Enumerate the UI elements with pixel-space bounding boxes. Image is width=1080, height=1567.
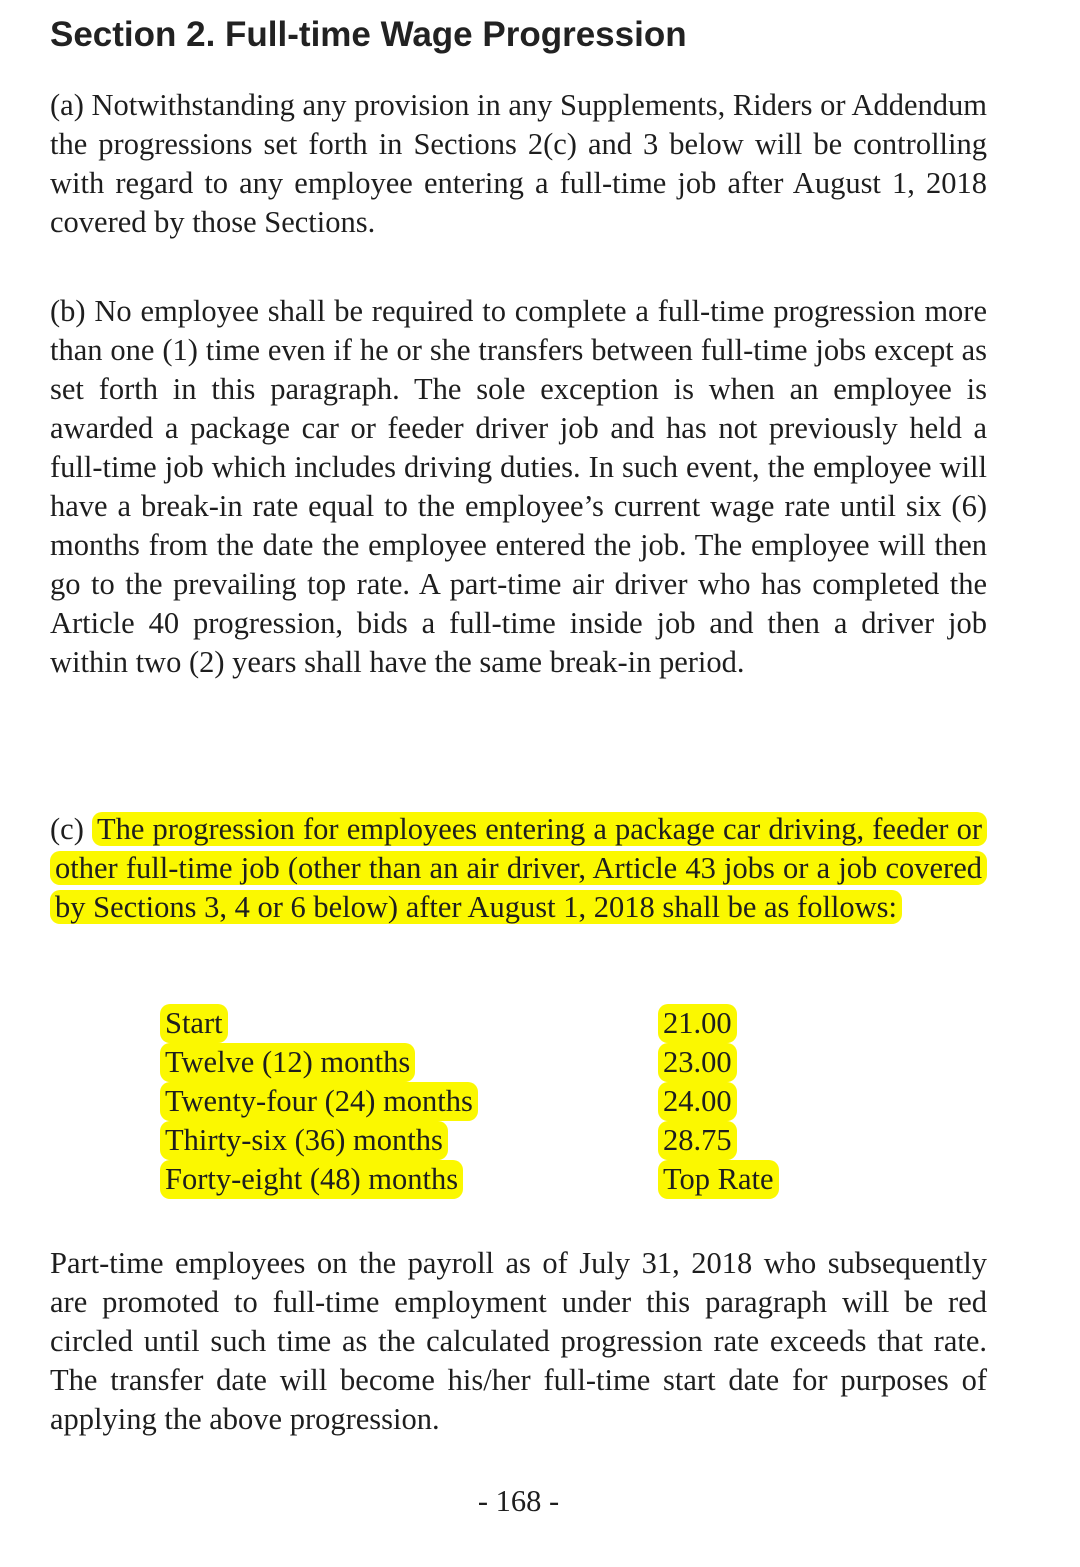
progression-row	[160, 1160, 860, 1199]
progression-table	[160, 1004, 860, 1199]
progression-period: Forty-eight (48) months	[160, 1160, 463, 1199]
progression-rate: Top Rate	[658, 1160, 779, 1199]
paragraph-c-highlighted-text: The progression for employees entering a package car driving, feeder or other full-time job (other than an air driver, Article 43 jobs or a job covered by Sections 3, 4 or 6 below) after August 1, 2018 shall be as follows:	[50, 812, 987, 924]
progression-period: Twelve (12) months	[160, 1043, 415, 1082]
paragraph-a: (a) Notwithstanding any provision in any Supplements, Riders or Addendum the progressions set forth in Sections 2(c) and 3 below will be controlling with regard to any employee entering a full-time job after August 1, 2018 covered by those Sections.	[50, 88, 987, 239]
progression-row	[160, 1043, 860, 1082]
progression-rate: 21.00	[658, 1004, 737, 1043]
section-heading: Section 2. Full-time Wage Progression	[50, 15, 687, 54]
progression-period: Start	[160, 1004, 228, 1043]
page-number: - 168 -	[477, 1484, 560, 1518]
progression-period: Twenty-four (24) months	[160, 1082, 478, 1121]
paragraph-c-prefix: (c)	[50, 812, 92, 846]
paragraph-b: (b) No employee shall be required to complete a full-time progression more than one (1) time even if he or she transfers between full-time jobs except as set forth in this paragraph. The sole exception is when an employee is awarded a package car or feeder driver job and has not previously held a full-time job which includes driving duties. In such event, the employee will have a break-in rate equal to the employee’s current wage rate until six (6) months from the date the employee entered the job. The employee will then go to the prevailing top rate. A part-time air driver who has completed the Article 40 progression, bids a full-time inside job and then a driver job within two (2) years shall have the same break-in period.	[50, 294, 987, 679]
progression-row	[160, 1121, 860, 1160]
progression-rate: 28.75	[658, 1121, 737, 1160]
paragraph-c	[50, 810, 987, 927]
progression-rate: 23.00	[658, 1043, 737, 1082]
progression-row	[160, 1004, 860, 1043]
progression-period: Thirty-six (36) months	[160, 1121, 448, 1160]
progression-rate: 24.00	[658, 1082, 737, 1121]
paragraph-part-time: Part-time employees on the payroll as of July 31, 2018 who subsequently are promoted to full-time employment under this paragraph will be red circled until such time as the calculated progression rate exceeds that rate. The transfer date will become his/her full-time start date for purposes of applying the above progression.	[50, 1246, 987, 1436]
progression-row	[160, 1082, 860, 1121]
